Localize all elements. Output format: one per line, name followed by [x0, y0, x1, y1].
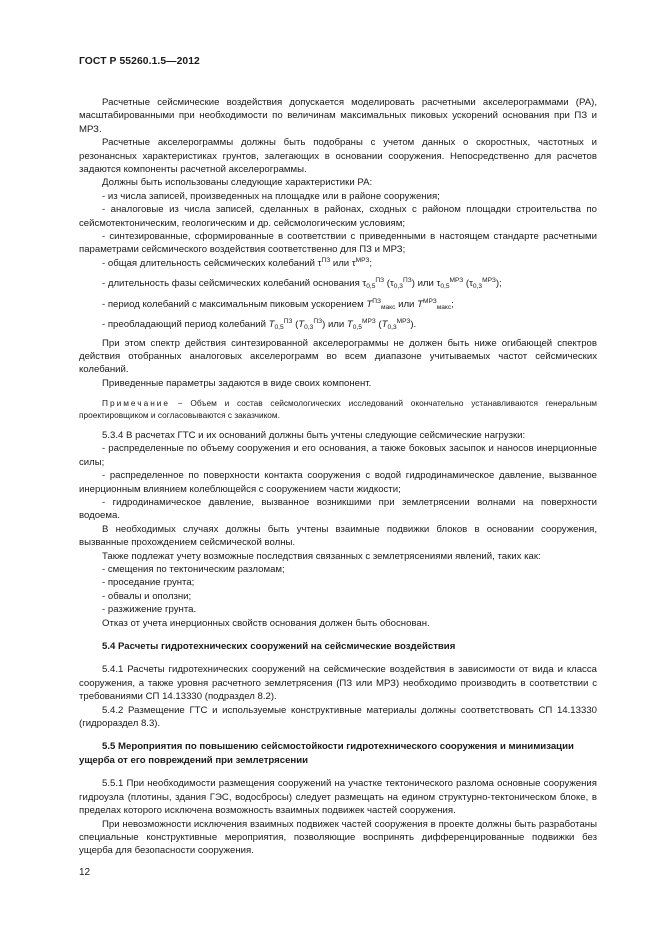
list-item: - синтезированные, сформированные в соответствии с приведенными в настоящем стандарте расчетными параметрами сейсмического воздействия соответственно для ПЗ и МРЗ; — [79, 231, 597, 256]
paragraph: Отказ от учета инерционных свойств основания должен быть обоснован. — [102, 617, 430, 629]
list-item: - разжижение грунта. — [102, 604, 197, 616]
list-item: - распределенное по поверхности контакта сооружения с водой гидродинамическое давление, вызванное инерционным влиянием колеблющейся с сооружением части жидкости; — [79, 470, 597, 495]
paragraph: 5.4.1 Расчеты гидротехнических сооружений на сейсмические воздействия в зависимости от вида и класса сооружения, а также уровня расчетного землетрясения (ПЗ или МРЗ) необходимо производить в соответствии с требованиями СП 14.13330 (подраздел 8.2). — [79, 664, 597, 703]
formula-line-peak-period: - период колебаний с максимальным пиковым ускорением $T^{ПЗ}_{макс}$ или $T^{МРЗ}_{макс}$; — [102, 297, 454, 311]
document-code: ГОСТ Р 55260.1.5—2012 — [79, 56, 200, 67]
paragraph: Расчетные акселерограммы должны быть подобраны с учетом данных о скоростных, частотных и резонансных характеристиках грунтов, залегающих в основании сооружения. Непосредственно для расчетов задаются компоненты расчетной акселерограммы. — [79, 137, 597, 176]
note — [79, 398, 597, 421]
list-item: - обвалы и оползни; — [102, 590, 192, 602]
section-heading-5-5: 5.5 Мероприятия по повышению сейсмостойкости гидротехнического сооружения и минимизации ущерба от его повреждений при землетрясении — [79, 741, 574, 766]
formula-line-phase-duration: - длительность фазы сейсмических колебаний основания $\tau_{0,5}^{ПЗ}$ $(\tau_{0,3}^{ПЗ})$ или $\tau_{0,5}^{МРЗ}$ $(\tau_{0,3}^{МРЗ})$; — [102, 277, 502, 291]
list-item: - гидродинамическое давление, вызванное возникшими при землетрясении волнами на поверхности водоема. — [79, 496, 597, 522]
page-body — [79, 96, 597, 858]
paragraph: Должны быть использованы следующие характеристики РА: — [102, 177, 373, 189]
list-item: - аналоговые из числа записей, сделанных в районах, сходных с районом площадки строительства по сейсмотектоническим, геологическим и др. сейсмологическим условиям; — [79, 204, 597, 229]
note-text: − Объем и состав сейсмологических исследований окончательно устанавливаются генеральным проектировщиком и согласовываются с заказчиком. — [79, 398, 597, 420]
paragraph: 5.3.4 В расчетах ГТС и их оснований должны быть учтены следующие сейсмические нагрузки: — [102, 429, 526, 441]
paragraph: Также подлежат учету возможные последствия связанных с землетрясениями явлений, таких как: — [102, 550, 541, 562]
section-heading-5-4: 5.4 Расчеты гидротехнических сооружений на сейсмические воздействия — [102, 641, 456, 653]
page-number: 12 — [79, 867, 91, 878]
list-item: - проседание грунта; — [102, 577, 195, 589]
formula-line-predominant-period: - преобладающий период колебаний $T_{0,5}^{ПЗ}$ $(T_{0,3}^{ПЗ})$ или $T_{0,5}^{МРЗ}$ $(T_{0,3}^{МРЗ})$. — [102, 318, 417, 332]
paragraph: Расчетные сейсмические воздействия допускается моделировать расчетными акселерограммами (РА), масштабированными при необходимости по величинам максимальных пиковых ускорений основания при ПЗ и МРЗ. — [79, 97, 597, 135]
paragraph: При невозможности исключения взаимных подвижек частей сооружения в проекте должны быть разработаны специальные конструктивные мероприятия, позволяющие воспринять дифференцированные подвижки без ущерба для безопасности сооружения. — [79, 818, 597, 857]
paragraph: 5.5.1 При необходимости размещения сооружений на участке тектонического разлома основные сооружения гидроузла (плотины, здания ГЭС, водосбросы) следует размещать на едином структурно-тектоническом блоке, в пределах которого исключена возможность взаимных подвижек частей сооружения. — [79, 778, 597, 817]
list-item: - из числа записей, произведенных на площадке или в районе сооружения; — [102, 190, 440, 202]
paragraph: В необходимых случаях должны быть учтены взаимные подвижки блоков в основании сооружения, вызванные прохождением сейсмической волны. — [79, 523, 597, 549]
list-item: - распределенные по объему сооружения и его основания, а также боковых засыпок и наносов инерционные силы; — [79, 443, 597, 468]
paragraph: При этом спектр действия синтезированной акселерограммы не должен быть ниже огибающей спектров действия отобранных аналоговых акселерограмм во всем диапазоне учитываемых частот сейсмических колебаний. — [79, 337, 597, 376]
note-label: Примечание — [102, 398, 171, 409]
paragraph: Приведенные параметры задаются в виде своих компонент. — [102, 377, 372, 389]
list-item: - смещения по тектоническим разломам; — [102, 564, 285, 575]
paragraph: 5.4.2 Размещение ГТС и используемые конструктивные материалы должны соответствовать СП 14.13330 (гидрораздел 8.3). — [79, 704, 597, 730]
formula-line-duration: - общая длительность сейсмических колебаний $\tau^{ПЗ}$ или $\tau^{МРЗ}$; — [102, 256, 373, 269]
